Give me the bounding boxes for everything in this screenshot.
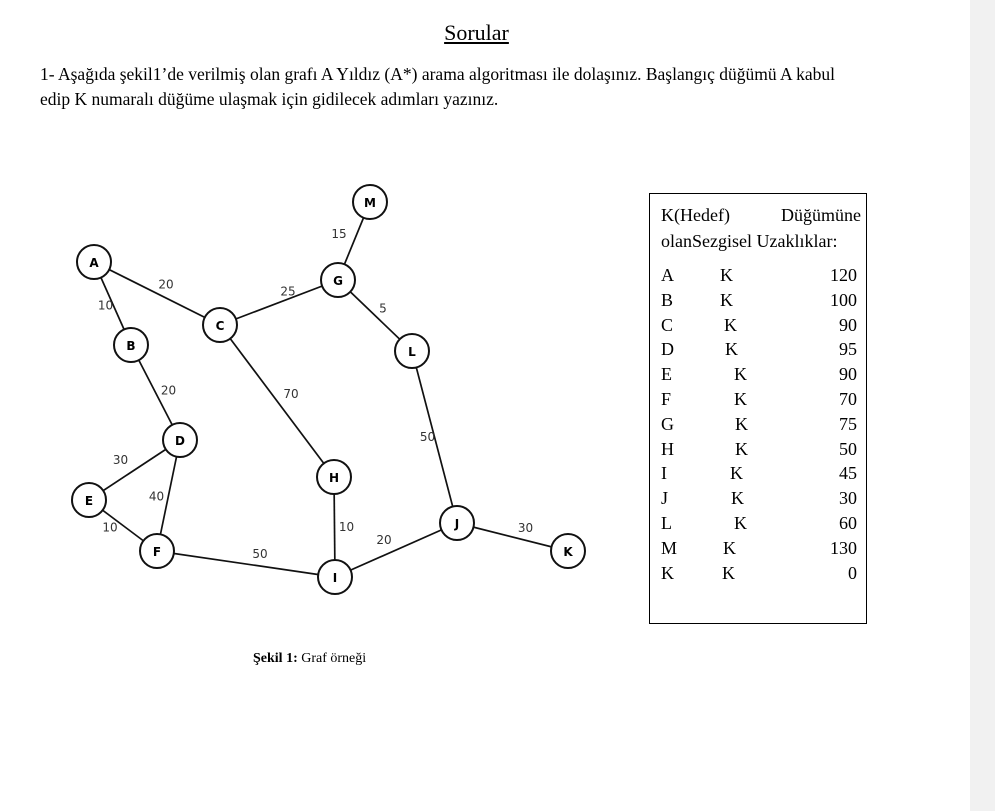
heuristic-row (661, 263, 857, 288)
caption-label: Şekil 1: (253, 651, 298, 666)
node-label-C: C (215, 319, 225, 333)
heuristic-node: G (661, 413, 674, 434)
heuristic-table-header (661, 202, 861, 254)
node-label-M: M (364, 196, 376, 210)
heuristic-value: 120 (830, 265, 857, 285)
node-H (317, 460, 351, 494)
node-L (395, 334, 429, 368)
edge-weight-I-J: 20 (376, 533, 392, 547)
heuristic-value: 100 (830, 289, 857, 310)
heuristic-target: K (730, 463, 743, 484)
heuristic-node: C (661, 314, 674, 335)
node-J (440, 506, 474, 540)
node-E (72, 483, 106, 517)
node-label-E: E (84, 494, 94, 508)
heuristic-node: M (661, 537, 678, 558)
edge-weight-C-G: 25 (280, 284, 296, 299)
node-A (77, 245, 111, 279)
header-target: K(Hedef) (661, 205, 730, 225)
edge-F-I (157, 551, 335, 577)
heuristic-row (661, 337, 857, 362)
heuristic-value: 95 (839, 339, 857, 360)
heuristic-row (661, 511, 857, 536)
heuristic-row (661, 437, 857, 462)
heuristic-node: H (661, 438, 674, 459)
heuristic-row (661, 561, 857, 586)
edge-weight-E-F: 10 (102, 520, 118, 535)
heuristic-node: E (661, 364, 672, 385)
caption-text: Graf örneği (297, 651, 367, 666)
heuristic-value: 30 (839, 488, 857, 509)
node-label-A: A (89, 256, 99, 270)
heuristic-node: K (661, 562, 674, 583)
edge-weight-A-C: 20 (158, 277, 174, 292)
heuristic-row (661, 362, 857, 387)
edge-weight-H-I: 10 (338, 520, 355, 534)
node-label-L: L (408, 345, 416, 359)
heuristic-node: A (661, 265, 674, 285)
node-label-D: D (175, 434, 185, 448)
node-C (203, 308, 237, 342)
heuristic-target: K (720, 289, 733, 310)
node-label-J: J (454, 517, 460, 531)
heuristic-value: 45 (839, 463, 857, 484)
node-label-B: B (126, 339, 136, 353)
edge-weight-G-L: 5 (379, 301, 387, 316)
node-M (353, 185, 387, 219)
header-distances: olanSezgisel Uzaklıklar: (661, 231, 838, 251)
heuristic-row (661, 461, 857, 486)
node-B (114, 328, 148, 362)
heuristic-row (661, 288, 857, 313)
edge-weight-C-H: 70 (283, 387, 299, 401)
heuristic-node: B (661, 289, 674, 310)
heuristic-row (661, 387, 857, 412)
heuristic-value: 90 (839, 364, 857, 385)
heuristic-target: K (723, 537, 736, 558)
heuristic-value: 130 (830, 537, 857, 558)
heuristic-row (661, 313, 857, 338)
heuristic-target: K (735, 413, 748, 434)
edge-A-C (94, 262, 220, 325)
heuristic-value: 60 (839, 513, 857, 533)
node-I (318, 560, 352, 594)
edge-weight-G-M: 15 (331, 227, 347, 241)
heuristic-target: K (724, 314, 737, 335)
edge-weight-B-D: 20 (160, 383, 177, 398)
edge-weight-D-E: 30 (112, 453, 129, 467)
heuristic-target: K (734, 389, 747, 409)
heuristic-value: 70 (839, 389, 857, 409)
edge-C-G (220, 280, 338, 325)
heuristic-value: 90 (839, 314, 857, 335)
node-G (321, 263, 355, 297)
edge-weight-A-B: 10 (97, 298, 114, 313)
edge-weight-J-K: 30 (517, 521, 534, 535)
heuristic-row (661, 486, 857, 511)
heuristic-target: K (734, 364, 747, 385)
node-label-K: K (563, 545, 573, 559)
edge-weight-L-J: 50 (419, 430, 436, 444)
node-K (551, 534, 585, 568)
heuristic-target: K (722, 562, 735, 583)
node-D (163, 423, 197, 457)
heuristic-row (661, 536, 857, 561)
node-label-I: I (332, 571, 338, 585)
edge-C-H (220, 325, 334, 477)
header-node: Düğümüne (781, 205, 861, 225)
figure-caption (253, 651, 366, 667)
heuristic-target: K (720, 265, 733, 285)
heuristic-node: D (661, 339, 674, 360)
question-line-2: edip K numaralı düğüme ulaşmak için gidilecek adımları yazınız. (40, 89, 499, 109)
edge-weight-F-I: 50 (252, 547, 268, 561)
node-F (140, 534, 174, 568)
heuristic-target: K (735, 438, 748, 459)
heuristic-target: K (725, 339, 738, 360)
node-label-G: G (333, 274, 343, 288)
heuristic-target: K (734, 513, 747, 533)
edge-weight-D-F: 40 (148, 489, 165, 504)
page-title: Sorular (444, 20, 509, 45)
heuristic-row (661, 412, 857, 437)
heuristic-node: L (661, 513, 672, 533)
question-line-1: 1- Aşağıda şekil1’de verilmiş olan grafı A Yıldız (A*) arama algoritması ile dolaşınız. Başlangıç düğümü A kabul (40, 64, 835, 84)
heuristic-table (649, 193, 867, 624)
node-label-F: F (152, 545, 162, 559)
heuristic-target: K (731, 488, 744, 509)
heuristic-node: J (661, 488, 669, 509)
heuristic-node: F (661, 389, 672, 409)
graph-nodes (72, 185, 585, 594)
heuristic-node: I (661, 463, 667, 484)
heuristic-value: 0 (848, 562, 857, 583)
heuristic-value: 50 (839, 438, 857, 459)
heuristic-value: 75 (839, 413, 857, 434)
node-label-H: H (328, 471, 340, 485)
